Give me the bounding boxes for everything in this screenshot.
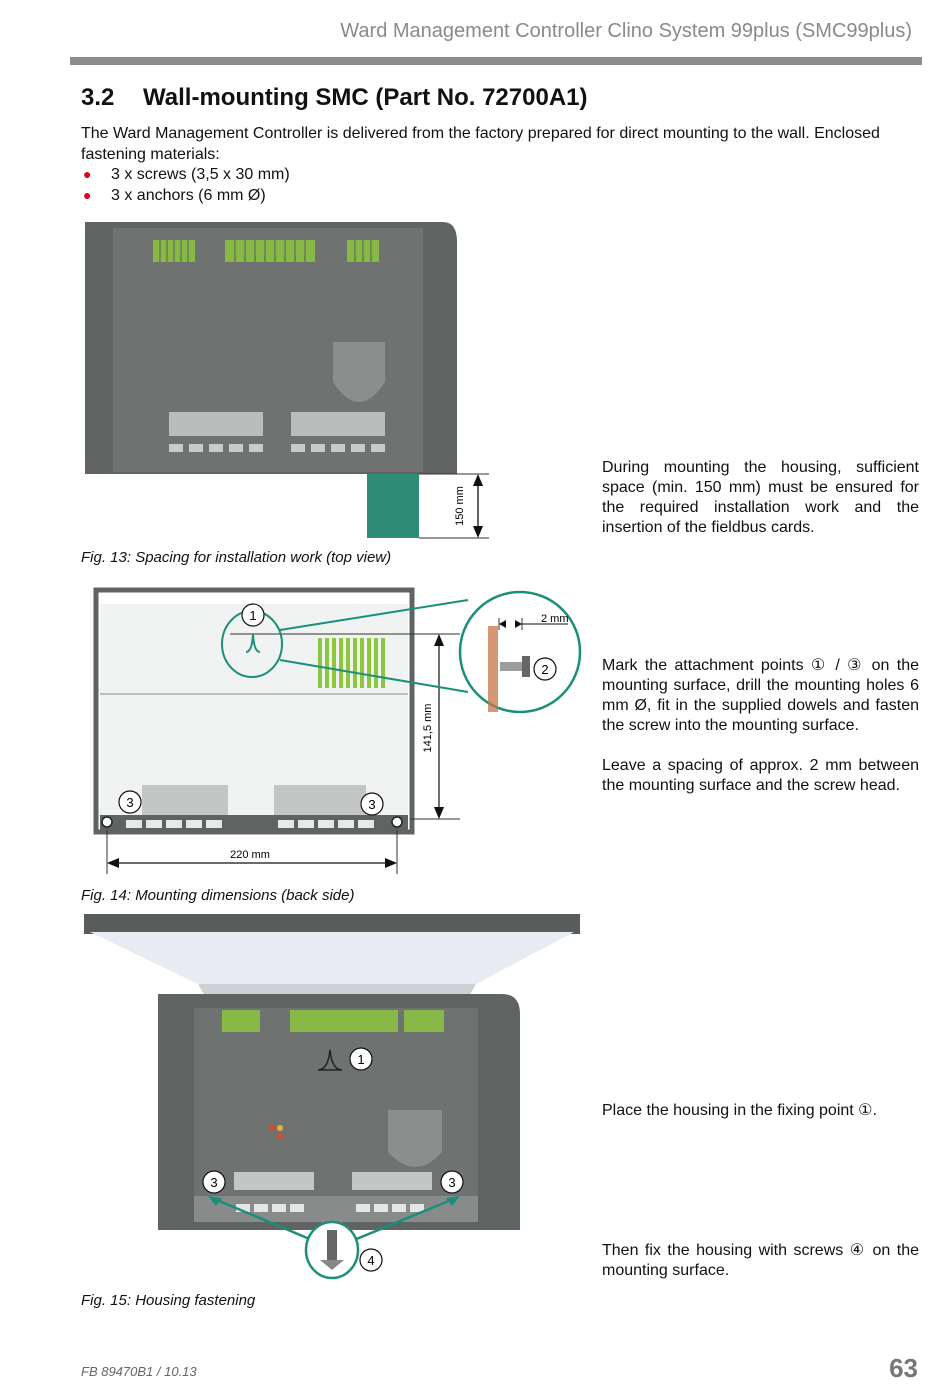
intro-text: The Ward Management Controller is delivered from the factory prepared for direct mounting to the wall. Enclosed fastening materials: — [81, 125, 880, 163]
fig13-illustration — [85, 222, 495, 542]
list-item: ● 3 x screws (3,5 x 30 mm) — [83, 166, 290, 183]
fig14-caption: Fig. 14: Mounting dimensions (back side) — [81, 887, 355, 904]
fig13-caption: Fig. 13: Spacing for installation work (top view) — [81, 549, 392, 566]
card-slot-right — [352, 1172, 432, 1190]
card-slot-left — [234, 1172, 314, 1190]
fig15-caption: Fig. 15: Housing fastening — [81, 1292, 256, 1309]
fig13-description: During mounting the housing, sufficient space (min. 150 mm) must be ensured for the required installation work and the insertion of the fieldbus cards. — [602, 459, 919, 536]
wall-section — [488, 626, 498, 712]
mount-hole-left — [102, 817, 112, 827]
section-number: 3.2 — [81, 84, 115, 111]
svg-text:3: 3 — [126, 795, 134, 810]
svg-text:1: 1 — [357, 1052, 365, 1067]
dim-220: 220 mm — [230, 849, 270, 861]
list-item: ● 3 x anchors (6 mm Ø) — [83, 187, 266, 204]
svg-text:1: 1 — [249, 608, 257, 623]
materials-list — [81, 164, 290, 206]
lid-edge — [84, 914, 580, 934]
section-title: Wall-mounting SMC (Part No. 72700A1) — [143, 84, 588, 111]
svg-text:3: 3 — [448, 1175, 456, 1190]
svg-text:2: 2 — [541, 662, 549, 677]
bullet-icon: ● — [83, 166, 92, 182]
card-slot-left — [169, 412, 263, 436]
footer-doc-id: FB 89470B1 / 10.13 — [81, 1364, 197, 1379]
fig15-description-2: Then fix the housing with screws ④ on the mounting surface. — [602, 1242, 919, 1279]
fig14-description-1: Mark the attachment points ① / ③ on the mounting surface, drill the mounting holes 6 mm Ø, fit in the supplied dowels and fasten the screw into the mounting surface. — [602, 657, 919, 734]
card-slot-left — [142, 785, 228, 815]
screw-icon — [327, 1230, 337, 1260]
fig15-illustration — [84, 914, 584, 1282]
mount-hole-right — [392, 817, 402, 827]
dim-150: 150 mm — [454, 486, 466, 526]
connector-cover — [388, 1110, 442, 1167]
svg-text:3: 3 — [210, 1175, 218, 1190]
header-title: Ward Management Controller Clino System 99plus (SMC99plus) — [340, 20, 912, 42]
section-heading — [81, 84, 588, 112]
open-lid — [90, 932, 574, 984]
svg-text:4: 4 — [367, 1253, 375, 1268]
detail-zoom-circle — [460, 592, 580, 712]
dim-141: 141,5 mm — [422, 703, 434, 753]
svg-text:3: 3 — [368, 797, 376, 812]
card-slot-right — [274, 785, 366, 815]
bullet-icon: ● — [83, 187, 92, 203]
dim-2: 2 mm — [541, 613, 569, 625]
fig14-description-2: Leave a spacing of approx. 2 mm between the mounting surface and the screw head. — [602, 757, 919, 794]
clearance-area — [367, 474, 419, 538]
fig14-illustration — [90, 582, 590, 882]
green-vents — [222, 1010, 444, 1032]
page-number: 63 — [889, 1353, 918, 1383]
header-rule — [70, 57, 922, 65]
card-slot-right — [291, 412, 385, 436]
fig15-description-1: Place the housing in the fixing point ①. — [602, 1102, 877, 1119]
